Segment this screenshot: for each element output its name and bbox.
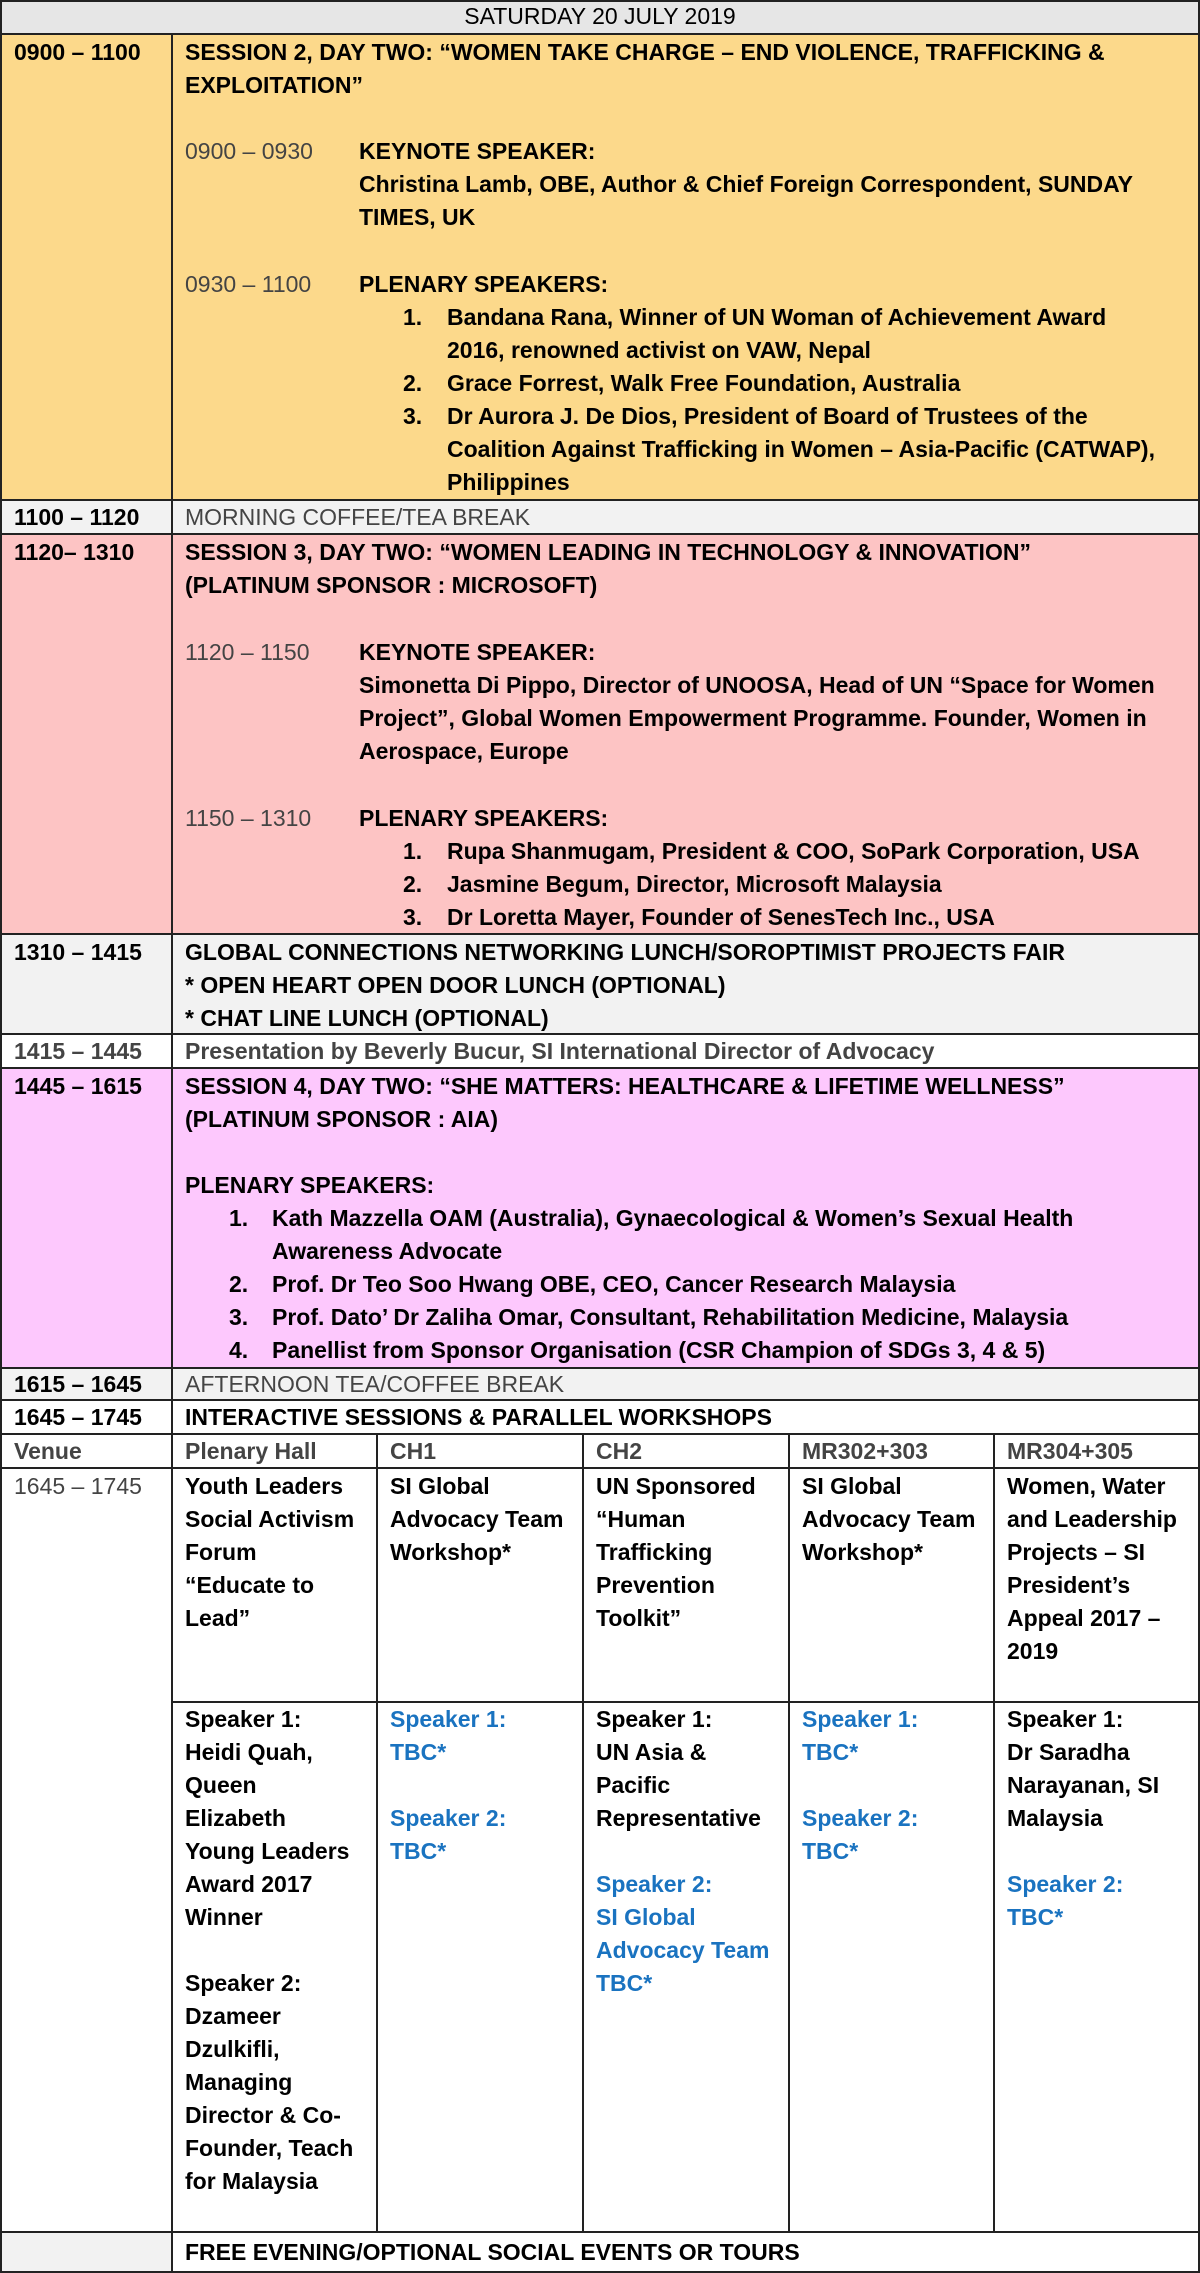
session2-title-line2: EXPLOITATION” [185,72,364,98]
session4-speaker4-line1: Panellist from Sponsor Organisation (CSR Champion of SDGs 3, 4 & 5) [272,1337,1046,1363]
speaker-line: Speaker 2: [185,1970,302,1996]
session2-keynote-line1: Christina Lamb, OBE, Author & Chief Foreign Correspondent, SUNDAY [359,171,1133,197]
session4-time: 1445 – 1615 [14,1073,142,1099]
workshops-label: INTERACTIVE SESSIONS & PARALLEL WORKSHOPS [185,1404,772,1430]
date-header: SATURDAY 20 JULY 2019 [464,3,736,29]
workshop-title: Workshop* [390,1539,511,1565]
break1-time: 1100 – 1120 [14,504,140,530]
session4-speaker2-num: 2. [229,1271,249,1297]
break2-row [0,1368,1200,1400]
speaker-line: TBC* [390,1739,447,1765]
speaker-line: Narayanan, SI [1007,1772,1160,1798]
workshop-title: Trafficking [596,1539,713,1565]
speaker-line: Dzulkifli, [185,2036,280,2062]
speaker-line: Queen [185,1772,257,1798]
speaker-line: Dr Saradha [1007,1739,1130,1765]
lunch-time: 1310 – 1415 [14,939,142,965]
session4-speaker2-line1: Prof. Dr Teo Soo Hwang OBE, CEO, Cancer Research Malaysia [272,1271,956,1297]
speaker-line: Dzameer [185,2003,281,2029]
speaker-line: TBC* [1007,1904,1064,1930]
session4-plenary-label: PLENARY SPEAKERS: [185,1172,435,1198]
session2-keynote-time: 0900 – 0930 [185,138,313,164]
workshops-time: 1645 – 1745 [14,1404,142,1430]
venue-label: Venue [14,1438,82,1464]
venue-header-plenary-hall: Plenary Hall [185,1438,317,1464]
workshop-title: Toolkit” [596,1605,682,1631]
session2-speaker2-num: 2. [403,370,423,396]
session2-speaker3-line2: Coalition Against Trafficking in Women – Asia-Pacific (CATWAP), [447,436,1155,462]
session4-speaker1-num: 1. [229,1205,249,1231]
session4-speaker4-num: 4. [229,1337,249,1363]
session2-speaker1-line1: Bandana Rana, Winner of UN Woman of Achievement Award [447,304,1107,330]
session4-speaker3-line1: Prof. Dato’ Dr Zaliha Omar, Consultant, Rehabilitation Medicine, Malaysia [272,1304,1069,1330]
workshop-title: President’s [1007,1572,1131,1598]
speaker-line: for Malaysia [185,2168,318,2194]
speaker-line: Award 2017 [185,1871,313,1897]
speaker-line: Founder, Teach [185,2135,354,2161]
break2-time: 1615 – 1645 [14,1371,142,1397]
presentation-label: Presentation by Beverly Bucur, SI International Director of Advocacy [185,1038,935,1064]
session4-title-line2: (PLATINUM SPONSOR : AIA) [185,1106,499,1132]
workshop-title: SI Global [802,1473,902,1499]
workshop-title: SI Global [390,1473,490,1499]
session3-speaker1-line1: Rupa Shanmugam, President & COO, SoPark Corporation, USA [447,838,1140,864]
speaker-line: Speaker 1: [802,1706,919,1732]
session2-speaker1-line2: 2016, renowned activist on VAW, Nepal [447,337,871,363]
speaker-line: Malaysia [1007,1805,1103,1831]
speaker-line: Director & Co- [185,2102,341,2128]
speaker-line: Speaker 1: [390,1706,507,1732]
session3-speaker2-line1: Jasmine Begum, Director, Microsoft Malaysia [447,871,942,897]
speaker-line: Speaker 2: [596,1871,713,1897]
workshop-title: Workshop* [802,1539,923,1565]
session3-keynote-line3: Aerospace, Europe [359,738,569,764]
session4-title-line1: SESSION 4, DAY TWO: “SHE MATTERS: HEALTHCARE & LIFETIME WELLNESS” [185,1073,1065,1099]
session3-title-line2: (PLATINUM SPONSOR : MICROSOFT) [185,572,598,598]
workshop-title: and Leadership [1007,1506,1177,1532]
venue-time: 1645 – 1745 [14,1473,142,1499]
session2-plenary-label: PLENARY SPEAKERS: [359,271,609,297]
session2-time: 0900 – 1100 [14,39,141,65]
speaker-line: Speaker 2: [802,1805,919,1831]
break1-row [0,500,1200,534]
speaker-line: Speaker 2: [1007,1871,1124,1897]
session3-speaker3-num: 3. [403,904,423,930]
session3-time: 1120– 1310 [14,539,135,565]
speaker-line: Pacific [596,1772,671,1798]
footer-label: FREE EVENING/OPTIONAL SOCIAL EVENTS OR TOURS [185,2239,800,2265]
workshop-title: Youth Leaders [185,1473,344,1499]
speaker-line: SI Global [596,1904,696,1930]
venue-header-ch2: CH2 [596,1438,643,1464]
break1-label: MORNING COFFEE/TEA BREAK [185,504,531,530]
speaker-line: Winner [185,1904,263,1930]
session4-speaker1-line1: Kath Mazzella OAM (Australia), Gynaecological & Women’s Sexual Health [272,1205,1074,1231]
session2-speaker1-num: 1. [403,304,423,330]
speaker-line: TBC* [390,1838,447,1864]
session2-plenary-time: 0930 – 1100 [185,271,312,297]
speaker-line: Speaker 2: [390,1805,507,1831]
session4-speaker3-num: 3. [229,1304,249,1330]
session3-keynote-line2: Project”, Global Women Empowerment Programme. Founder, Women in [359,705,1147,731]
speaker-line: Advocacy Team [596,1937,770,1963]
session3-plenary-time: 1150 – 1310 [185,805,312,831]
session3-keynote-time: 1120 – 1150 [185,639,310,665]
session3-speaker2-num: 2. [403,871,423,897]
session3-plenary-label: PLENARY SPEAKERS: [359,805,609,831]
session2-speaker3-num: 3. [403,403,423,429]
venue-header-mr304: MR304+305 [1007,1438,1133,1464]
break2-label: AFTERNOON TEA/COFFEE BREAK [185,1371,565,1397]
speaker-line: Heidi Quah, [185,1739,313,1765]
speaker-line: Young Leaders [185,1838,350,1864]
workshop-title: Projects – SI [1007,1539,1146,1565]
speaker-line: Representative [596,1805,761,1831]
session2-title-line1: SESSION 2, DAY TWO: “WOMEN TAKE CHARGE – END VIOLENCE, TRAFFICKING & [185,39,1105,65]
venue-header-mr302: MR302+303 [802,1438,928,1464]
session3-speaker3-line1: Dr Loretta Mayer, Founder of SenesTech Inc., USA [447,904,995,930]
speaker-line: Elizabeth [185,1805,286,1831]
speaker-line: Managing [185,2069,293,2095]
workshop-title: Women, Water [1007,1473,1166,1499]
workshop-title: “Human [596,1506,686,1532]
workshop-title: “Educate to [185,1572,315,1598]
speaker-line: Speaker 1: [596,1706,713,1732]
session3-keynote-line1: Simonetta Di Pippo, Director of UNOOSA, Head of UN “Space for Women [359,672,1155,698]
session2-keynote-label: KEYNOTE SPEAKER: [359,138,596,164]
session2-speaker3-line3: Philippines [447,469,570,495]
speaker-line: TBC* [596,1970,653,1996]
workshop-title: Social Activism [185,1506,355,1532]
workshop-title: Forum [185,1539,257,1565]
speaker-line: TBC* [802,1739,859,1765]
session3-keynote-label: KEYNOTE SPEAKER: [359,639,596,665]
workshop-title: Advocacy Team [390,1506,564,1532]
speaker-line: Speaker 1: [185,1706,302,1732]
workshop-title: Advocacy Team [802,1506,976,1532]
workshop-title: UN Sponsored [596,1473,756,1499]
speaker-line: Speaker 1: [1007,1706,1124,1732]
workshop-title: Prevention [596,1572,715,1598]
session2-speaker2-line1: Grace Forrest, Walk Free Foundation, Australia [447,370,961,396]
speaker-line: TBC* [802,1838,859,1864]
workshop-title: Lead” [185,1605,251,1631]
session2-speaker3-line1: Dr Aurora J. De Dios, President of Board of Trustees of the [447,403,1088,429]
venue-header-ch1: CH1 [390,1438,437,1464]
lunch-line1: GLOBAL CONNECTIONS NETWORKING LUNCH/SOROPTIMIST PROJECTS FAIR [185,939,1065,965]
workshop-title: 2019 [1007,1638,1059,1664]
session3-speaker1-num: 1. [403,838,423,864]
workshop-title: Appeal 2017 – [1007,1605,1161,1631]
session3-title-line1: SESSION 3, DAY TWO: “WOMEN LEADING IN TECHNOLOGY & INNOVATION” [185,539,1031,565]
lunch-line2: * OPEN HEART OPEN DOOR LUNCH (OPTIONAL) [185,972,726,998]
session2-keynote-line2: TIMES, UK [359,204,476,230]
session4-speaker1-line2: Awareness Advocate [272,1238,503,1264]
speaker-line: UN Asia & [596,1739,707,1765]
presentation-time: 1415 – 1445 [14,1038,142,1064]
lunch-line3: * CHAT LINE LUNCH (OPTIONAL) [185,1005,549,1031]
